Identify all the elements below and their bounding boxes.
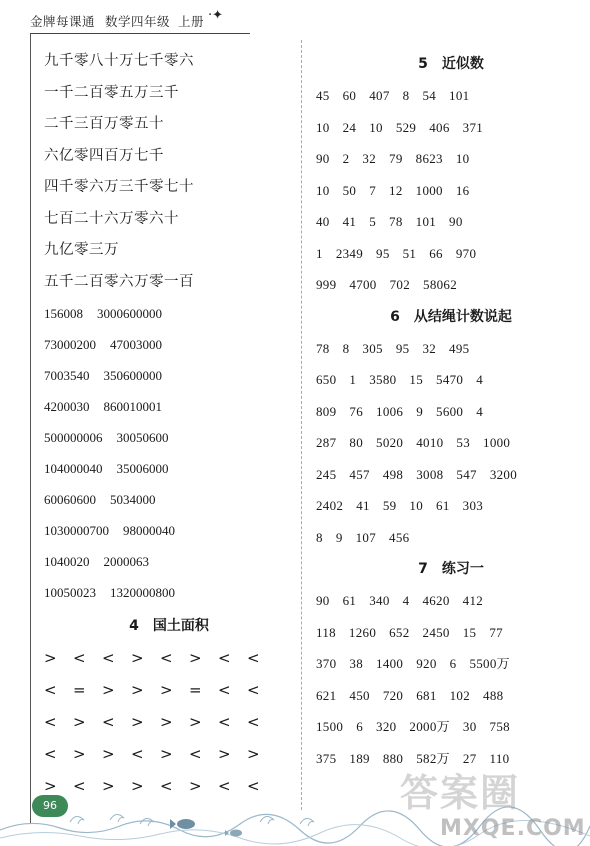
numeral-answer-row: [44, 546, 294, 577]
answer-value: 702: [389, 277, 411, 292]
section-name: 练习一: [441, 561, 484, 577]
comparison-sign: <: [247, 713, 260, 731]
book-subject: 数学四年级: [105, 14, 171, 29]
comparison-sign: >: [160, 745, 173, 763]
numeral-answer: 156008: [44, 306, 83, 321]
answer-value: 457: [349, 466, 370, 482]
answer-row: [316, 333, 586, 365]
answer-value: 1: [349, 372, 357, 387]
answer-row: [316, 522, 586, 554]
numeral-answer: 104000040: [44, 461, 103, 476]
comparison-row: [44, 770, 294, 802]
answer-value: 758: [489, 719, 510, 734]
answer-value: 101: [415, 214, 437, 229]
comparison-sign: >: [44, 777, 57, 795]
comparison-sign: <: [218, 681, 231, 699]
answer-value: 10: [316, 182, 330, 198]
answer-value: 1006: [376, 403, 404, 419]
answer-value: 78: [316, 340, 330, 356]
comparison-row: [44, 706, 294, 738]
numeral-answer-row: [44, 453, 294, 484]
answer-value: 6: [449, 656, 457, 671]
numeral-answer-row: [44, 484, 294, 515]
margin-line: [30, 34, 31, 824]
answer-value: 50: [342, 182, 357, 198]
answer-row: [316, 711, 586, 743]
answer-value: 79: [389, 151, 403, 166]
answer-value: 1000: [415, 182, 443, 198]
comparison-sign: >: [189, 649, 202, 667]
answer-value: 45: [316, 88, 330, 103]
numeral-answer: 860010001: [103, 399, 162, 414]
answer-row: [316, 617, 586, 649]
answer-value: 498: [382, 466, 404, 482]
answer-value: 809: [316, 403, 337, 419]
comparison-sign: >: [102, 681, 115, 699]
answer-value: 3008: [416, 466, 444, 482]
answer-value: 80: [349, 435, 364, 450]
answer-value: 970: [455, 245, 477, 261]
answer-value: 5500万: [469, 656, 510, 671]
comparison-sign: <: [44, 713, 57, 731]
answer-value: 488: [483, 687, 504, 703]
section-name: 国土面积: [152, 618, 209, 634]
chinese-number-answer: 二千三百万零五十: [44, 116, 164, 132]
header-underline: [30, 33, 250, 34]
answer-row: [316, 585, 586, 617]
answer-value: 61: [436, 498, 450, 513]
answer-row: [316, 206, 586, 238]
comparison-sign: >: [160, 713, 173, 731]
answer-value: 406: [429, 119, 450, 135]
comparison-sign: <: [218, 713, 231, 731]
answer-value: 4700: [349, 277, 377, 292]
book-series: 金牌每课通: [30, 14, 96, 29]
comparison-sign: <: [247, 777, 260, 795]
page-number-badge: 96: [32, 795, 68, 817]
comparison-row: [44, 642, 294, 674]
answer-value: 90: [449, 214, 463, 229]
answer-value: 2349: [335, 245, 364, 261]
comparison-sign: <: [160, 649, 173, 667]
answer-value: 880: [382, 750, 404, 766]
answer-value: 621: [316, 687, 337, 703]
answer-value: 10: [455, 151, 470, 166]
comparison-sign: >: [44, 649, 57, 667]
answer-value: 118: [316, 624, 336, 640]
answer-value: 245: [316, 466, 337, 482]
answer-value: 90: [316, 593, 330, 608]
answer-value: 10: [316, 119, 330, 135]
answer-value: 3200: [489, 466, 518, 482]
answer-value: 305: [362, 340, 383, 356]
answer-value: 51: [402, 245, 417, 261]
column-divider: [301, 40, 302, 810]
answer-row: [316, 143, 586, 175]
answer-row: [316, 648, 586, 680]
chinese-number-answer: 九亿零三万: [44, 242, 119, 258]
numeral-answer: 350600000: [103, 368, 162, 383]
answer-row: [316, 112, 586, 144]
answer-row: [316, 238, 586, 270]
answer-value: 15: [409, 372, 424, 387]
answer-value: 371: [462, 119, 484, 135]
answer-value: 61: [342, 593, 357, 608]
comparison-sign: <: [73, 649, 86, 667]
answer-value: 41: [356, 498, 370, 513]
numeral-answer: 500000006: [44, 430, 103, 445]
answer-value: 76: [349, 403, 364, 419]
answer-value: 652: [389, 624, 410, 640]
answer-value: 58062: [423, 277, 458, 292]
numeral-answer: 1030000700: [44, 523, 109, 538]
section-name: 从结绳计数说起: [413, 308, 512, 325]
comparison-sign: =: [189, 681, 202, 699]
answer-value: 4: [402, 593, 410, 608]
answer-value: 40: [316, 214, 330, 229]
comparison-sign: >: [131, 713, 144, 731]
numeral-answer: 30050600: [116, 430, 169, 445]
comparison-sign: =: [73, 681, 86, 699]
comparison-sign: <: [44, 745, 57, 763]
comparison-sign: <: [189, 745, 202, 763]
comparison-sign: >: [102, 745, 115, 763]
chinese-number-answer: 四千零六万三千零七十: [44, 179, 194, 195]
numeral-answer-row: [44, 298, 294, 329]
comparison-sign: <: [218, 649, 231, 667]
answer-row: [316, 364, 586, 396]
answer-row: [316, 175, 586, 207]
answer-row: [316, 80, 586, 112]
answer-value: 529: [395, 119, 417, 135]
answer-value: 101: [449, 88, 470, 103]
answer-value: 10: [409, 498, 424, 513]
answer-value: 5470: [436, 372, 464, 387]
answer-value: 8623: [415, 151, 443, 166]
numeral-answer: 47003000: [110, 337, 162, 352]
comparison-sign: >: [218, 745, 231, 763]
answer-value: 4: [476, 403, 484, 419]
chinese-number-answer: 九千零八十万七千零六: [44, 53, 194, 69]
comparison-sign: >: [247, 745, 260, 763]
answer-value: 54: [422, 88, 437, 103]
answer-value: 90: [316, 151, 330, 166]
answer-value: 110: [489, 750, 510, 766]
answer-value: 9: [416, 403, 424, 419]
section-title: [44, 610, 294, 642]
book-volume: 上册: [178, 14, 205, 29]
answer-value: 495: [449, 340, 470, 356]
answer-value: 287: [316, 435, 337, 450]
numeral-answer: 7003540: [44, 368, 90, 383]
comparison-sign: >: [131, 777, 144, 795]
answer-value: 8: [316, 529, 323, 545]
numeral-answer: 4200030: [44, 399, 90, 414]
page-header: [30, 10, 280, 32]
answer-row: [316, 680, 586, 712]
comparison-sign: <: [44, 681, 57, 699]
watermark-url: MXQE.COM: [440, 816, 586, 841]
answer-value: 32: [362, 151, 377, 166]
answer-row: [316, 269, 586, 301]
answer-value: 60: [342, 88, 357, 103]
numeral-answer-row: [44, 422, 294, 453]
answer-row: [316, 490, 586, 522]
answer-value: 1500: [316, 719, 344, 734]
answer-value: 78: [389, 214, 403, 229]
numeral-answer: 2000063: [103, 554, 149, 569]
answer-value: 2402: [316, 498, 344, 513]
watermark-logo: 答案圈: [400, 771, 521, 815]
comparison-row: [44, 674, 294, 706]
answer-value: 370: [316, 656, 337, 671]
comparison-sign: <: [102, 649, 115, 667]
comparison-sign: >: [189, 777, 202, 795]
answer-value: 920: [416, 656, 437, 671]
answer-value: 102: [449, 687, 471, 703]
answer-value: 4010: [416, 435, 444, 450]
section-number: 7: [418, 561, 428, 577]
answer-value: 8: [402, 88, 410, 103]
answer-value: 95: [376, 245, 390, 261]
answer-value: 999: [316, 277, 337, 292]
answer-value: 1000: [483, 435, 511, 450]
answer-value: 10: [369, 119, 383, 135]
answer-value: 30: [462, 719, 477, 734]
comparison-sign: >: [131, 649, 144, 667]
comparison-sign: <: [218, 777, 231, 795]
numeral-answer: 35006000: [116, 461, 169, 476]
section-number: 6: [390, 308, 400, 325]
answer-value: 681: [416, 687, 437, 703]
numeral-answer: 98000040: [123, 523, 175, 538]
numeral-answer: 3000600000: [97, 306, 162, 321]
answer-value: 375: [316, 750, 337, 766]
answer-value: 15: [462, 624, 477, 640]
numeral-answer: 1040020: [44, 554, 90, 569]
numeral-answer-row: [44, 329, 294, 360]
chinese-number-answer: 一千二百零五万三千: [44, 84, 179, 101]
answer-value: 6: [356, 719, 364, 734]
answer-value: 5600: [436, 403, 464, 419]
answer-value: 407: [369, 88, 390, 103]
answer-value: 32: [422, 340, 437, 356]
numeral-answer-row: [44, 515, 294, 546]
answer-value: 582万: [416, 750, 450, 766]
answer-value: 7: [369, 182, 377, 198]
answer-value: 41: [342, 214, 357, 229]
answer-value: 456: [389, 529, 410, 545]
answer-value: 16: [455, 182, 470, 198]
numeral-answer-row: [44, 391, 294, 422]
answer-value: 547: [456, 466, 477, 482]
numeral-answer-row: [44, 577, 294, 608]
answer-value: 38: [349, 656, 364, 671]
comparison-sign: >: [73, 745, 86, 763]
comparison-sign: <: [73, 777, 86, 795]
comparison-sign: >: [160, 681, 173, 699]
answer-value: 24: [342, 119, 357, 135]
section-title: [316, 301, 586, 333]
answer-value: 1: [316, 245, 323, 261]
section-title: [316, 48, 586, 80]
section-title: [316, 553, 586, 585]
numeral-answer: 10050023: [44, 585, 96, 600]
comparison-sign: >: [131, 681, 144, 699]
answer-value: 53: [456, 435, 471, 450]
numeral-answer-row: [44, 360, 294, 391]
answer-value: 27: [462, 750, 477, 766]
answer-value: 95: [395, 340, 410, 356]
numeral-answer: 5034000: [110, 492, 156, 507]
chinese-number-answer: 六亿零四百万七千: [44, 147, 164, 164]
answer-value: 720: [382, 687, 404, 703]
answer-value: 9: [335, 529, 343, 545]
comparison-sign: >: [189, 713, 202, 731]
comparison-sign: <: [247, 649, 260, 667]
answer-value: 2450: [422, 624, 450, 640]
answer-value: 412: [462, 593, 484, 608]
answer-value: 650: [316, 372, 337, 387]
chinese-number-answer: 七百二十六万零六十: [44, 210, 179, 227]
comparison-sign: >: [102, 777, 115, 795]
answer-value: 5020: [376, 435, 404, 450]
answer-row: [316, 427, 586, 459]
answer-value: 2: [342, 151, 350, 166]
answer-row: [316, 459, 586, 491]
answer-value: 107: [355, 529, 377, 545]
answer-value: 4: [476, 372, 484, 387]
numeral-answer: 60060600: [44, 492, 96, 507]
section-name: 近似数: [441, 56, 484, 72]
comparison-sign: <: [247, 681, 260, 699]
answer-row: [316, 396, 586, 428]
comparison-sign: <: [131, 745, 144, 763]
comparison-sign: >: [73, 713, 86, 731]
answer-value: 59: [382, 498, 397, 513]
answer-value: 2000万: [409, 719, 450, 734]
chinese-number-answer: 五千二百零六万零一百: [44, 273, 194, 290]
comparison-sign: <: [160, 777, 173, 795]
comparison-sign: <: [102, 713, 115, 731]
answer-value: 12: [389, 182, 403, 198]
left-column: [44, 46, 294, 802]
answer-value: 189: [349, 750, 370, 766]
answer-value: 450: [349, 687, 370, 703]
answer-value: 3580: [369, 372, 397, 387]
answer-value: 4620: [422, 593, 450, 608]
comparison-row: [44, 738, 294, 770]
answer-value: 77: [489, 624, 503, 640]
answer-value: 1260: [348, 624, 377, 640]
answer-value: 303: [462, 498, 484, 513]
answer-value: 1400: [376, 656, 404, 671]
section-number: 5: [418, 56, 428, 72]
answer-value: 8: [342, 340, 350, 356]
numeral-answer: 1320000800: [110, 585, 175, 600]
numeral-answer: 73000200: [44, 337, 96, 352]
section-number: 4: [129, 618, 139, 634]
answer-value: 5: [369, 214, 377, 229]
star-icon: ·✦: [208, 8, 224, 23]
answer-value: 66: [429, 245, 443, 261]
answer-value: 320: [376, 719, 397, 734]
answer-value: 340: [369, 593, 390, 608]
right-column: [316, 48, 586, 774]
